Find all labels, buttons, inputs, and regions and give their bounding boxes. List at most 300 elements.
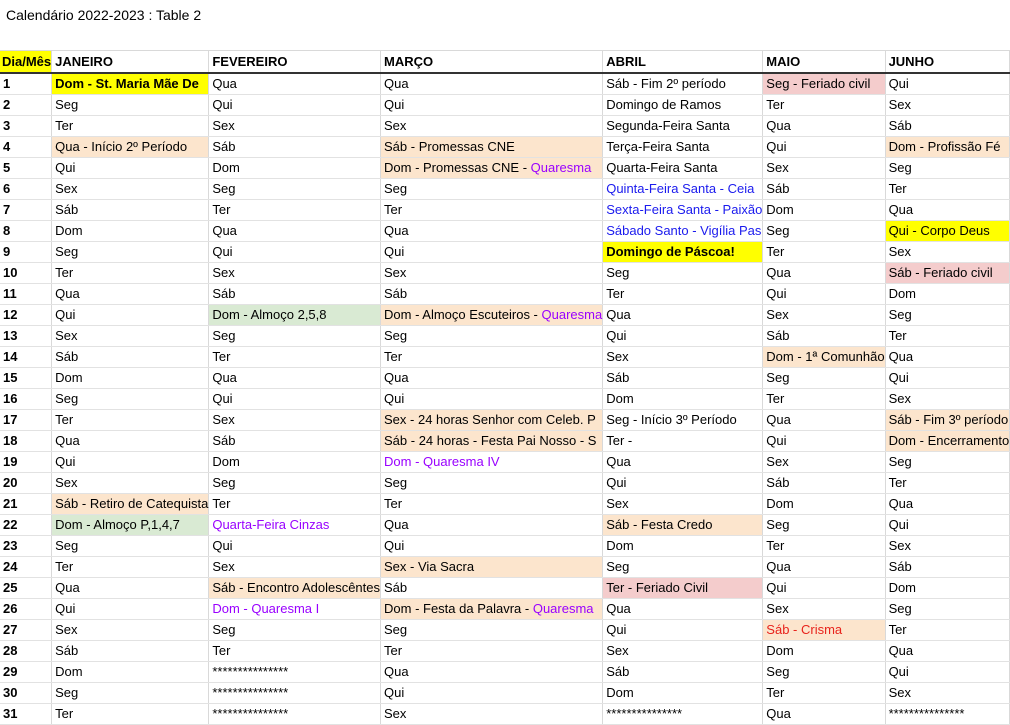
calendar-cell[interactable] (52, 494, 209, 515)
table-row (0, 242, 1010, 263)
day-number-cell[interactable]: 28 (0, 641, 52, 662)
calendar-cell[interactable] (381, 326, 603, 347)
calendar-cell[interactable] (209, 137, 381, 158)
calendar-cell[interactable] (381, 73, 603, 95)
calendar-cell[interactable] (603, 305, 763, 326)
calendar-cell[interactable] (52, 599, 209, 620)
calendar-cell[interactable] (603, 515, 763, 536)
calendar-cell[interactable] (381, 683, 603, 704)
calendar-cell[interactable] (381, 242, 603, 263)
cell-text: Qui (384, 538, 405, 553)
cell-text: Ter (766, 97, 785, 112)
calendar-cell[interactable] (381, 263, 603, 284)
calendar-cell[interactable] (52, 620, 209, 641)
day-number-cell[interactable]: 26 (0, 599, 52, 620)
calendar-cell[interactable] (381, 494, 603, 515)
calendar-cell[interactable] (209, 347, 381, 368)
calendar-cell[interactable] (763, 305, 885, 326)
calendar-cell[interactable] (381, 536, 603, 557)
calendar-cell[interactable] (52, 515, 209, 536)
calendar-cell[interactable] (763, 473, 885, 494)
cell-text: Qui (888, 370, 909, 385)
cell-text: Dom (888, 580, 917, 595)
calendar-cell[interactable] (209, 473, 381, 494)
calendar-cell[interactable] (885, 242, 1010, 263)
day-number-cell[interactable]: 25 (0, 578, 52, 599)
day-number-cell[interactable]: 16 (0, 389, 52, 410)
table-row (0, 305, 1010, 326)
calendar-cell[interactable] (763, 179, 885, 200)
cell-text: Seg (212, 181, 236, 196)
cell-text: Sáb (766, 328, 790, 343)
header-cell-fevereiro[interactable]: FEVEREIRO (209, 51, 381, 74)
cell-text: Sáb (888, 559, 912, 574)
calendar-cell[interactable] (209, 641, 381, 662)
calendar-cell[interactable] (381, 515, 603, 536)
calendar-cell[interactable] (885, 368, 1010, 389)
calendar-cell[interactable] (885, 73, 1010, 95)
calendar-cell[interactable] (763, 494, 885, 515)
calendar-cell[interactable] (381, 578, 603, 599)
calendar-cell[interactable] (209, 431, 381, 452)
calendar-cell[interactable] (209, 683, 381, 704)
calendar-cell[interactable] (763, 641, 885, 662)
calendar-cell[interactable] (885, 221, 1010, 242)
calendar-cell[interactable] (209, 368, 381, 389)
calendar-cell[interactable] (885, 683, 1010, 704)
header-cell-marco[interactable]: MARÇO (381, 51, 603, 74)
calendar-cell[interactable] (603, 73, 763, 95)
calendar-cell[interactable] (209, 410, 381, 431)
cell-text: Ter (888, 475, 907, 490)
calendar-cell[interactable] (885, 410, 1010, 431)
day-number-cell[interactable]: 2 (0, 95, 52, 116)
day-number-cell[interactable]: 29 (0, 662, 52, 683)
calendar-cell[interactable] (603, 116, 763, 137)
day-number-cell[interactable]: 13 (0, 326, 52, 347)
calendar-cell[interactable] (763, 347, 885, 368)
calendar-cell[interactable] (52, 452, 209, 473)
header-cell-maio[interactable]: MAIO (763, 51, 885, 74)
calendar-cell[interactable] (763, 137, 885, 158)
cell-text: Seg (606, 265, 630, 280)
calendar-cell[interactable] (603, 641, 763, 662)
calendar-cell[interactable] (885, 284, 1010, 305)
calendar-cell[interactable] (885, 263, 1010, 284)
table-row (0, 662, 1010, 683)
cell-text: Qui (766, 286, 787, 301)
calendar-cell[interactable] (52, 200, 209, 221)
calendar-cell[interactable] (209, 263, 381, 284)
calendar-cell[interactable] (381, 200, 603, 221)
calendar-cell[interactable] (603, 494, 763, 515)
calendar-cell[interactable] (381, 179, 603, 200)
cell-text: Dom (212, 160, 240, 175)
calendar-cell[interactable] (381, 704, 603, 725)
calendar-cell[interactable] (603, 179, 763, 200)
cell-text: Sáb (55, 349, 79, 364)
calendar-cell[interactable] (763, 452, 885, 473)
calendar-cell[interactable] (763, 620, 885, 641)
cell-text: Dom (606, 538, 634, 553)
cell-text: Qui (212, 97, 233, 112)
day-number-cell[interactable]: 6 (0, 179, 52, 200)
calendar-cell[interactable] (763, 683, 885, 704)
calendar-cell[interactable] (52, 242, 209, 263)
day-number-cell[interactable]: 3 (0, 116, 52, 137)
day-number-cell[interactable]: 1 (0, 73, 52, 95)
calendar-cell[interactable] (381, 116, 603, 137)
calendar-cell[interactable] (52, 578, 209, 599)
day-number-cell[interactable]: 11 (0, 284, 52, 305)
calendar-cell[interactable] (52, 263, 209, 284)
day-number-cell[interactable]: 10 (0, 263, 52, 284)
cell-text: Sáb (606, 370, 630, 385)
calendar-cell[interactable] (209, 326, 381, 347)
calendar-cell[interactable] (52, 389, 209, 410)
header-cell-janeiro[interactable]: JANEIRO (52, 51, 209, 74)
cell-text: Qua (212, 223, 237, 238)
calendar-cell[interactable] (603, 557, 763, 578)
calendar-cell[interactable] (52, 704, 209, 725)
day-number-cell[interactable]: 23 (0, 536, 52, 557)
cell-text: Sáb - 24 horas - Festa Pai Nosso - S (384, 433, 597, 448)
calendar-cell[interactable] (603, 578, 763, 599)
calendar-cell[interactable] (603, 473, 763, 494)
calendar-cell[interactable] (885, 179, 1010, 200)
cell-text: Qui (384, 97, 405, 112)
calendar-cell[interactable] (52, 95, 209, 116)
calendar-cell[interactable] (381, 662, 603, 683)
calendar-cell[interactable] (381, 557, 603, 578)
calendar-cell[interactable] (52, 557, 209, 578)
calendar-cell[interactable] (763, 431, 885, 452)
calendar-cell[interactable] (763, 578, 885, 599)
cell-text: Sex (212, 559, 235, 574)
cell-text: Sex (766, 307, 789, 322)
table-row (0, 389, 1010, 410)
calendar-cell[interactable] (381, 473, 603, 494)
calendar-cell[interactable] (603, 389, 763, 410)
calendar-cell[interactable] (381, 221, 603, 242)
calendar-cell[interactable] (381, 284, 603, 305)
calendar-cell[interactable] (209, 494, 381, 515)
day-number-cell[interactable]: 31 (0, 704, 52, 725)
calendar-cell[interactable] (885, 389, 1010, 410)
calendar-cell[interactable] (381, 137, 603, 158)
calendar-cell[interactable] (885, 347, 1010, 368)
cell-text: Seg (606, 559, 630, 574)
calendar-cell[interactable] (603, 221, 763, 242)
day-number-cell[interactable]: 8 (0, 221, 52, 242)
calendar-cell[interactable] (885, 431, 1010, 452)
cell-text: Sex (766, 454, 789, 469)
cell-text: Sex (766, 601, 789, 616)
calendar-cell[interactable] (52, 158, 209, 179)
calendar-cell[interactable] (885, 599, 1010, 620)
calendar-cell[interactable] (885, 536, 1010, 557)
calendar-cell[interactable] (52, 116, 209, 137)
cell-text-highlight: Quaresma (541, 307, 603, 322)
calendar-cell[interactable] (209, 179, 381, 200)
calendar-cell[interactable] (603, 704, 763, 725)
cell-text: Qui (606, 328, 627, 343)
calendar-cell[interactable] (763, 515, 885, 536)
calendar-cell[interactable] (885, 326, 1010, 347)
cell-text: Qui (384, 391, 405, 406)
cell-text: Seg (766, 664, 790, 679)
calendar-cell[interactable] (885, 662, 1010, 683)
calendar-cell[interactable] (209, 200, 381, 221)
calendar-cell[interactable] (52, 137, 209, 158)
calendar-cell[interactable] (52, 284, 209, 305)
calendar-cell[interactable] (603, 599, 763, 620)
cell-text: Qui (212, 538, 233, 553)
header-cell-abril[interactable]: ABRIL (603, 51, 763, 74)
calendar-cell[interactable] (209, 599, 381, 620)
cell-text: Quarta-Feira Cinzas (212, 517, 330, 532)
calendar-cell[interactable] (52, 662, 209, 683)
cell-text: Sex (55, 181, 78, 196)
cell-text: Sáb (766, 181, 790, 196)
table-row (0, 473, 1010, 494)
calendar-cell[interactable] (209, 221, 381, 242)
calendar-cell[interactable] (603, 137, 763, 158)
calendar-cell[interactable] (885, 116, 1010, 137)
day-number-cell[interactable]: 5 (0, 158, 52, 179)
calendar-cell[interactable] (381, 305, 603, 326)
day-number-cell[interactable]: 30 (0, 683, 52, 704)
calendar-cell[interactable] (209, 242, 381, 263)
calendar-cell[interactable] (209, 389, 381, 410)
calendar-cell[interactable] (885, 452, 1010, 473)
calendar-cell[interactable] (381, 641, 603, 662)
cell-text: Dom (55, 370, 83, 385)
cell-text: Dom - Encerramento (888, 433, 1010, 448)
day-number-cell[interactable]: 17 (0, 410, 52, 431)
calendar-cell[interactable] (381, 95, 603, 116)
calendar-cell[interactable] (885, 305, 1010, 326)
calendar-cell[interactable] (209, 704, 381, 725)
cell-text: Seg (766, 370, 790, 385)
calendar-cell[interactable] (603, 158, 763, 179)
calendar-cell[interactable] (209, 73, 381, 95)
cell-text: Dom (606, 391, 634, 406)
calendar-cell[interactable] (603, 662, 763, 683)
day-number-cell[interactable]: 20 (0, 473, 52, 494)
calendar-cell[interactable] (763, 389, 885, 410)
cell-text: Qua - Início 2º Período (55, 139, 188, 154)
calendar-cell[interactable] (52, 347, 209, 368)
header-cell-dia-mes[interactable]: Dia/Mês (0, 51, 52, 74)
calendar-cell[interactable] (885, 494, 1010, 515)
calendar-cell[interactable] (381, 620, 603, 641)
calendar-cell[interactable] (763, 662, 885, 683)
calendar-cell[interactable] (603, 683, 763, 704)
calendar-cell[interactable] (603, 284, 763, 305)
cell-text: Seg (384, 181, 408, 196)
calendar-cell[interactable] (885, 557, 1010, 578)
calendar-cell[interactable] (381, 158, 603, 179)
calendar-cell[interactable] (885, 620, 1010, 641)
calendar-cell[interactable] (763, 158, 885, 179)
calendar-cell[interactable] (885, 137, 1010, 158)
table-row (0, 515, 1010, 536)
cell-text: Qua (766, 118, 791, 133)
calendar-cell[interactable] (603, 347, 763, 368)
cell-text: Qui (55, 454, 76, 469)
calendar-cell[interactable] (763, 284, 885, 305)
calendar-cell[interactable] (209, 662, 381, 683)
table-row (0, 620, 1010, 641)
cell-text: Sex (606, 496, 629, 511)
calendar-cell[interactable] (763, 263, 885, 284)
cell-text: Ter (384, 643, 403, 658)
day-number-cell[interactable]: 12 (0, 305, 52, 326)
day-number-cell[interactable]: 7 (0, 200, 52, 221)
calendar-cell[interactable] (381, 389, 603, 410)
calendar-cell[interactable] (885, 95, 1010, 116)
calendar-cell[interactable] (603, 200, 763, 221)
calendar-cell[interactable] (52, 368, 209, 389)
calendar-cell[interactable] (763, 536, 885, 557)
calendar-cell[interactable] (763, 200, 885, 221)
cell-text: Ter (766, 538, 785, 553)
cell-text: Dom (766, 496, 794, 511)
sheet-title: Calendário 2022-2023 : Table 2 (6, 7, 202, 23)
day-number-cell[interactable]: 22 (0, 515, 52, 536)
day-number-cell[interactable]: 15 (0, 368, 52, 389)
day-number-cell[interactable]: 18 (0, 431, 52, 452)
cell-text: Ter (888, 328, 907, 343)
calendar-cell[interactable] (763, 326, 885, 347)
cell-text: Seg - Início 3º Período (606, 412, 737, 427)
day-number-cell[interactable]: 27 (0, 620, 52, 641)
calendar-cell[interactable] (885, 578, 1010, 599)
calendar-cell[interactable] (603, 410, 763, 431)
calendar-cell[interactable] (885, 158, 1010, 179)
calendar-cell[interactable] (603, 326, 763, 347)
calendar-cell[interactable] (885, 200, 1010, 221)
calendar-cell[interactable] (381, 410, 603, 431)
cell-text: Qua (766, 559, 791, 574)
cell-text: Seg (888, 601, 912, 616)
cell-text-highlight: Quaresma (532, 601, 594, 616)
calendar-cell[interactable] (209, 284, 381, 305)
calendar-cell[interactable] (52, 641, 209, 662)
cell-text: Ter (212, 202, 231, 217)
calendar-cell[interactable] (763, 368, 885, 389)
calendar-cell[interactable] (209, 578, 381, 599)
calendar-cell[interactable] (603, 452, 763, 473)
calendar-cell[interactable] (209, 116, 381, 137)
header-row (0, 51, 1010, 74)
calendar-cell[interactable] (381, 452, 603, 473)
calendar-table (0, 50, 1010, 725)
cell-text: Sex (384, 118, 407, 133)
calendar-cell[interactable] (885, 704, 1010, 725)
table-body (0, 73, 1010, 725)
calendar-cell[interactable] (52, 73, 209, 95)
cell-text: Dom - Almoço Escuteiros - (384, 307, 542, 322)
calendar-cell[interactable] (763, 242, 885, 263)
day-number-cell[interactable]: 19 (0, 452, 52, 473)
cell-text: Ter (55, 412, 74, 427)
calendar-cell[interactable] (603, 95, 763, 116)
calendar-cell[interactable] (381, 599, 603, 620)
calendar-cell[interactable] (52, 305, 209, 326)
calendar-cell[interactable] (52, 473, 209, 494)
calendar-cell[interactable] (763, 73, 885, 95)
calendar-cell[interactable] (603, 620, 763, 641)
calendar-cell[interactable] (52, 326, 209, 347)
calendar-cell[interactable] (603, 368, 763, 389)
cell-text: Seg (888, 307, 912, 322)
calendar-cell[interactable] (763, 599, 885, 620)
calendar-cell[interactable] (885, 473, 1010, 494)
calendar-cell[interactable] (763, 410, 885, 431)
calendar-cell[interactable] (209, 305, 381, 326)
day-number-cell[interactable]: 14 (0, 347, 52, 368)
cell-text: Dom - St. Maria Mãe De (55, 76, 199, 91)
day-number-cell[interactable]: 4 (0, 137, 52, 158)
calendar-cell[interactable] (885, 515, 1010, 536)
cell-text: Sáb (766, 475, 790, 490)
header-cell-junho[interactable]: JUNHO (885, 51, 1010, 74)
cell-text: Ter (766, 685, 785, 700)
day-number-cell[interactable]: 9 (0, 242, 52, 263)
calendar-cell[interactable] (885, 641, 1010, 662)
calendar-cell[interactable] (209, 158, 381, 179)
table-row (0, 95, 1010, 116)
calendar-cell[interactable] (209, 95, 381, 116)
cell-text: *************** (888, 706, 965, 721)
cell-text: Ter (55, 559, 74, 574)
calendar-cell[interactable] (763, 95, 885, 116)
calendar-cell[interactable] (209, 536, 381, 557)
calendar-cell[interactable] (763, 557, 885, 578)
calendar-cell[interactable] (381, 431, 603, 452)
calendar-cell[interactable] (209, 515, 381, 536)
calendar-cell[interactable] (381, 368, 603, 389)
table-row (0, 137, 1010, 158)
calendar-cell[interactable] (381, 347, 603, 368)
cell-text: Sex (55, 475, 78, 490)
calendar-cell[interactable] (52, 410, 209, 431)
calendar-cell[interactable] (763, 221, 885, 242)
calendar-cell[interactable] (763, 704, 885, 725)
calendar-cell[interactable] (603, 263, 763, 284)
calendar-cell[interactable] (52, 536, 209, 557)
cell-text: Seg (55, 685, 79, 700)
calendar-cell[interactable] (209, 620, 381, 641)
calendar-cell[interactable] (763, 116, 885, 137)
calendar-cell[interactable] (209, 452, 381, 473)
calendar-cell[interactable] (209, 557, 381, 578)
day-number-cell[interactable]: 21 (0, 494, 52, 515)
calendar-cell[interactable] (52, 683, 209, 704)
table-row (0, 73, 1010, 95)
day-number-cell[interactable]: 24 (0, 557, 52, 578)
table-row (0, 410, 1010, 431)
calendar-cell[interactable] (603, 431, 763, 452)
calendar-cell[interactable] (52, 431, 209, 452)
cell-text: Qua (384, 517, 409, 532)
calendar-cell[interactable] (603, 536, 763, 557)
calendar-cell[interactable] (603, 242, 763, 263)
calendar-cell[interactable] (52, 179, 209, 200)
calendar-cell[interactable] (52, 221, 209, 242)
